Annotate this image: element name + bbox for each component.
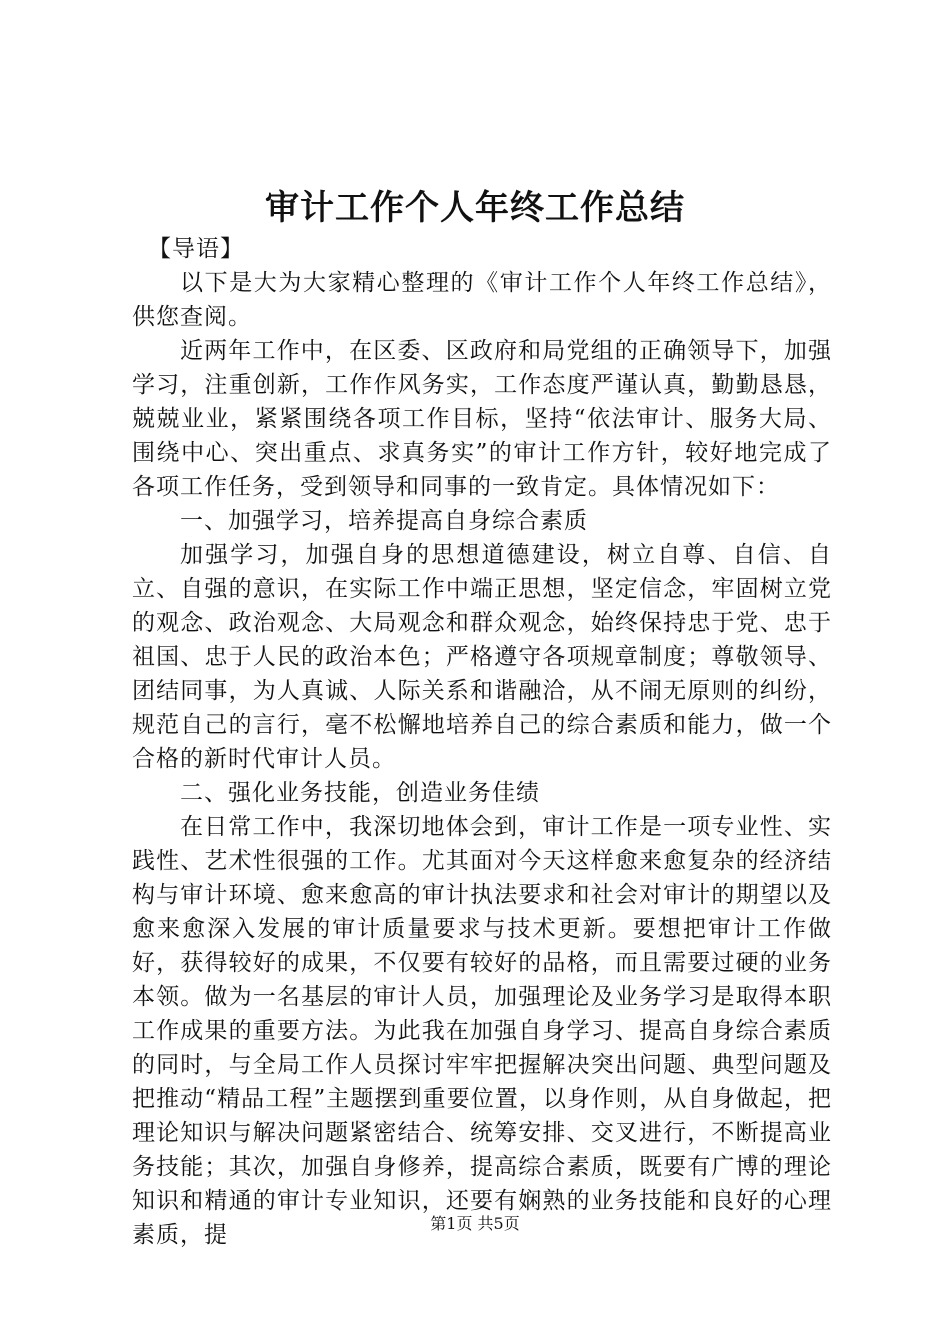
document-body	[132, 232, 832, 1252]
document-title: 审计工作个人年终工作总结	[265, 188, 685, 228]
section-paragraph-2: 在日常工作中，我深切地体会到，审计工作是一项专业性、实践性、艺术性很强的工作。尤其面对今天这样愈来愈复杂的经济结构与审计环境、愈来愈高的审计执法要求和社会对审计的期望以及愈来愈深入发展的审计质量要求与技术更新。要想把审计工作做好，获得较好的成果，不仅要有较好的品格，而且需要过硬的业务本领。做为一名基层的审计人员，加强理论及业务学习是取得本职工作成果的重要方法。为此我在加强自身学习、提高自身综合素质的同时，与全局工作人员探讨牢牢把握解决突出问题、典型问题及把推动“精品工程”主题摆到重要位置，以身作则，从自身做起，把理论知识与解决问题紧密结合、统筹安排、交叉进行，不断提高业务技能；其次，加强自身修养，提高综合素质，既要有广博的理论知识和精通的审计专业知识，还要有娴熟的业务技能和良好的心理素质，提	[132, 814, 832, 1248]
intro-paragraph: 以下是大为大家精心整理的《审计工作个人年终工作总结》，供您查阅。	[132, 270, 832, 330]
section-heading-2: 二、强化业务技能，创造业务佳绩	[180, 780, 540, 806]
section-paragraph-1: 加强学习，加强自身的思想道德建设，树立自尊、自信、自立、自强的意识，在实际工作中端正思想，坚定信念，牢固树立党的观念、政治观念、大局观念和群众观念，始终保持忠于党、忠于祖国、忠于人民的政治本色；严格遵守各项规章制度；尊敬领导、团结同事，为人真诚、人际关系和谐融洽，从不闹无原则的纠纷，规范自己的言行，毫不松懈地培养自己的综合素质和能力，做一个合格的新时代审计人员。	[132, 542, 832, 772]
page-footer: 第1页 共5页	[430, 1214, 520, 1233]
intro-label: 【导语】	[148, 236, 244, 262]
section-heading-1: 一、加强学习，培养提高自身综合素质	[180, 508, 588, 534]
overview-paragraph: 近两年工作中，在区委、区政府和局党组的正确领导下，加强学习，注重创新，工作作风务实，工作态度严谨认真，勤勤恳恳，兢兢业业，紧紧围绕各项工作目标，坚持“依法审计、服务大局、围绕中心、突出重点、求真务实”的审计工作方针，较好地完成了各项工作任务，受到领导和同事的一致肯定。具体情况如下：	[132, 338, 832, 500]
